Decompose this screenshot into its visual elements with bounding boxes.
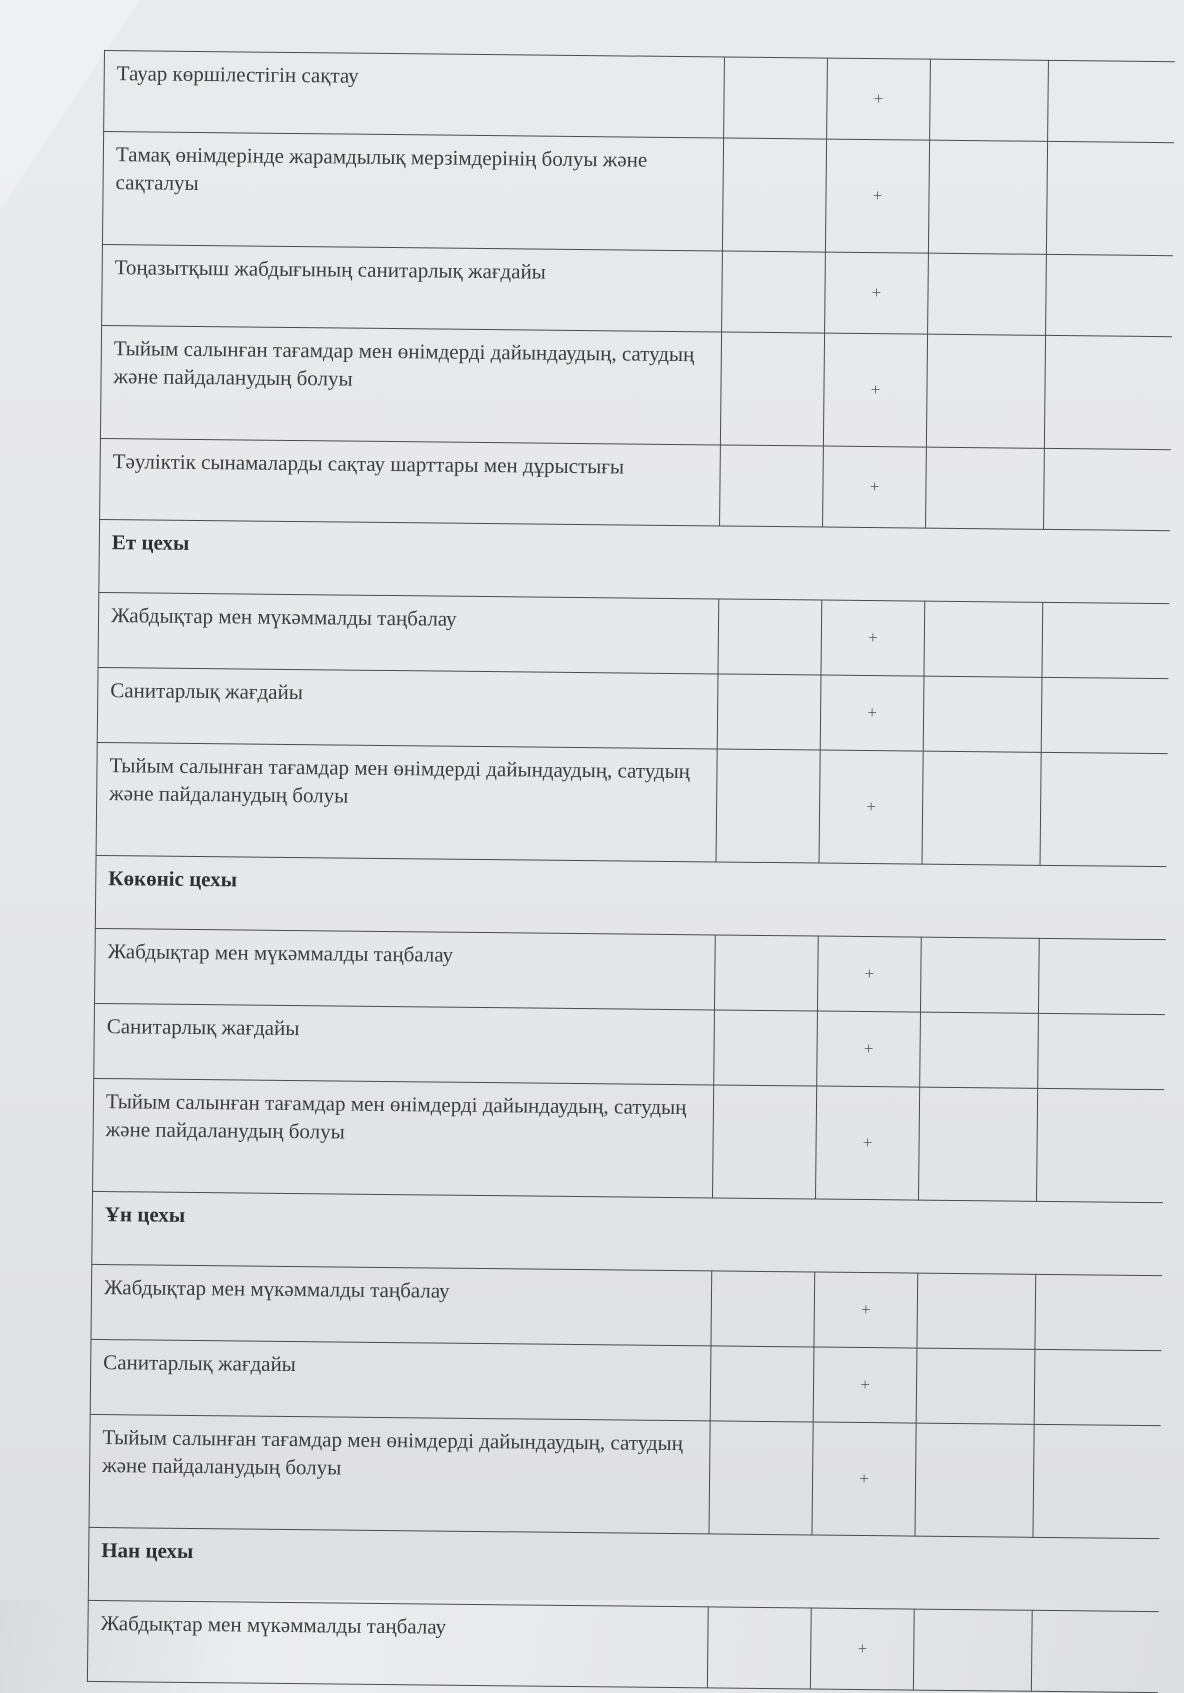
column-c-cell (922, 751, 1041, 865)
table-row (89, 1414, 1160, 1538)
compliance-mark: + (820, 675, 924, 751)
compliance-mark: + (827, 58, 931, 140)
checklist-table (87, 50, 1175, 1693)
column-c-cell (928, 140, 1047, 254)
table-row (93, 1078, 1164, 1202)
compliance-mark: + (825, 252, 929, 334)
column-a-cell (711, 1271, 815, 1347)
column-a-cell (710, 1346, 814, 1422)
criterion-text: Жабдықтар мен мүкәммалды таңбалау (98, 592, 719, 673)
compliance-mark: + (819, 750, 923, 864)
criterion-text: Тыйым салынған тағамдар мен өнімдерді дайындаудың, сатудың және пайдаланудың болуы (100, 325, 721, 444)
column-d-cell (1048, 60, 1175, 142)
table-row (104, 51, 1175, 143)
column-d-cell (1036, 1088, 1163, 1202)
column-a-cell (717, 674, 821, 750)
compliance-mark: + (812, 1422, 916, 1536)
table-row (91, 1264, 1162, 1350)
criterion-text: Тауар көршілестігін сақтау (104, 51, 725, 138)
column-a-cell (720, 332, 824, 446)
criterion-text: Жабдықтар мен мүкәммалды таңбалау (91, 1264, 712, 1345)
checklist-sheet (87, 50, 1174, 1693)
table-row (90, 1339, 1161, 1425)
compliance-mark: + (825, 139, 929, 253)
column-c-cell (917, 1273, 1036, 1349)
column-d-cell (1042, 602, 1169, 678)
table-row (94, 1003, 1165, 1089)
column-c-cell (924, 601, 1043, 677)
compliance-mark: + (817, 936, 921, 1012)
column-c-cell (916, 1348, 1035, 1424)
section-row (92, 1191, 1163, 1275)
criterion-text: Тыйым салынған тағамдар мен өнімдерді дайындаудың, сатудың және пайдаланудың болуы (96, 742, 717, 861)
column-c-cell (923, 676, 1042, 752)
table-row (98, 592, 1169, 678)
column-c-cell (913, 1609, 1032, 1691)
column-a-cell (718, 599, 822, 675)
table-row (100, 325, 1171, 449)
column-d-cell (1046, 141, 1173, 255)
column-a-cell (716, 749, 820, 863)
column-d-cell (1044, 448, 1171, 530)
compliance-mark: + (817, 1011, 921, 1087)
compliance-mark: + (813, 1347, 917, 1423)
column-d-cell (1034, 1349, 1161, 1425)
table-row (87, 1600, 1158, 1692)
table-row (100, 438, 1171, 530)
criterion-text: Тамақ өнімдерінде жарамдылық мерзімдерінің болуы және сақталуы (102, 132, 723, 251)
column-a-cell (722, 138, 826, 252)
column-d-cell (1038, 938, 1165, 1014)
table-row (96, 742, 1167, 866)
column-a-cell (709, 1421, 813, 1535)
column-a-cell (724, 57, 828, 139)
compliance-mark: + (816, 1086, 920, 1200)
criterion-text: Тыйым салынған тағамдар мен өнімдерді дайындаудың, сатудың және пайдаланудың болуы (89, 1414, 710, 1533)
column-d-cell (1044, 335, 1171, 449)
column-d-cell (1041, 677, 1168, 753)
column-d-cell (1035, 1274, 1162, 1350)
criterion-text: Санитарлық жағдайы (94, 1003, 715, 1084)
compliance-mark: + (814, 1272, 918, 1348)
section-heading: Нан цехы (88, 1527, 1159, 1611)
criterion-text: Жабдықтар мен мүкәммалды таңбалау (95, 928, 716, 1009)
compliance-mark: + (821, 600, 925, 676)
column-c-cell (926, 334, 1045, 448)
column-d-cell (1031, 1610, 1158, 1692)
criterion-text: Санитарлық жағдайы (90, 1339, 711, 1420)
table-row (97, 667, 1168, 753)
column-c-cell (915, 1423, 1034, 1537)
column-c-cell (928, 253, 1047, 335)
criterion-text: Тоңазытқыш жабдығының санитарлық жағдайы (102, 244, 723, 331)
table-row (102, 132, 1173, 256)
section-heading: Ет цехы (99, 519, 1170, 603)
column-a-cell (722, 251, 826, 333)
column-c-cell (930, 59, 1049, 141)
section-row (99, 519, 1170, 603)
column-d-cell (1046, 254, 1173, 336)
criterion-text: Тәуліктік сынамаларды сақтау шарттары мен дұрыстығы (100, 438, 721, 525)
criterion-text: Жабдықтар мен мүкәммалды таңбалау (87, 1600, 708, 1687)
column-a-cell (714, 1010, 818, 1086)
table-row (95, 928, 1166, 1014)
compliance-mark: + (823, 446, 927, 528)
section-row (95, 855, 1166, 939)
column-a-cell (720, 445, 824, 527)
column-c-cell (919, 1087, 1038, 1201)
criterion-text: Тыйым салынған тағамдар мен өнімдерді дайындаудың, сатудың және пайдаланудың болуы (93, 1078, 714, 1197)
column-a-cell (707, 1607, 811, 1689)
column-c-cell (920, 1012, 1039, 1088)
column-d-cell (1038, 1013, 1165, 1089)
column-a-cell (713, 1085, 817, 1199)
compliance-mark: + (823, 333, 927, 447)
column-d-cell (1033, 1424, 1160, 1538)
column-c-cell (920, 937, 1039, 1013)
table-row (102, 244, 1173, 336)
section-row (88, 1527, 1159, 1611)
criterion-text: Санитарлық жағдайы (97, 667, 718, 748)
section-heading: Ұн цехы (92, 1191, 1163, 1275)
column-c-cell (926, 447, 1045, 529)
section-heading: Көкөніс цехы (95, 855, 1166, 939)
column-a-cell (714, 935, 818, 1011)
column-d-cell (1040, 752, 1167, 866)
compliance-mark: + (810, 1608, 914, 1690)
